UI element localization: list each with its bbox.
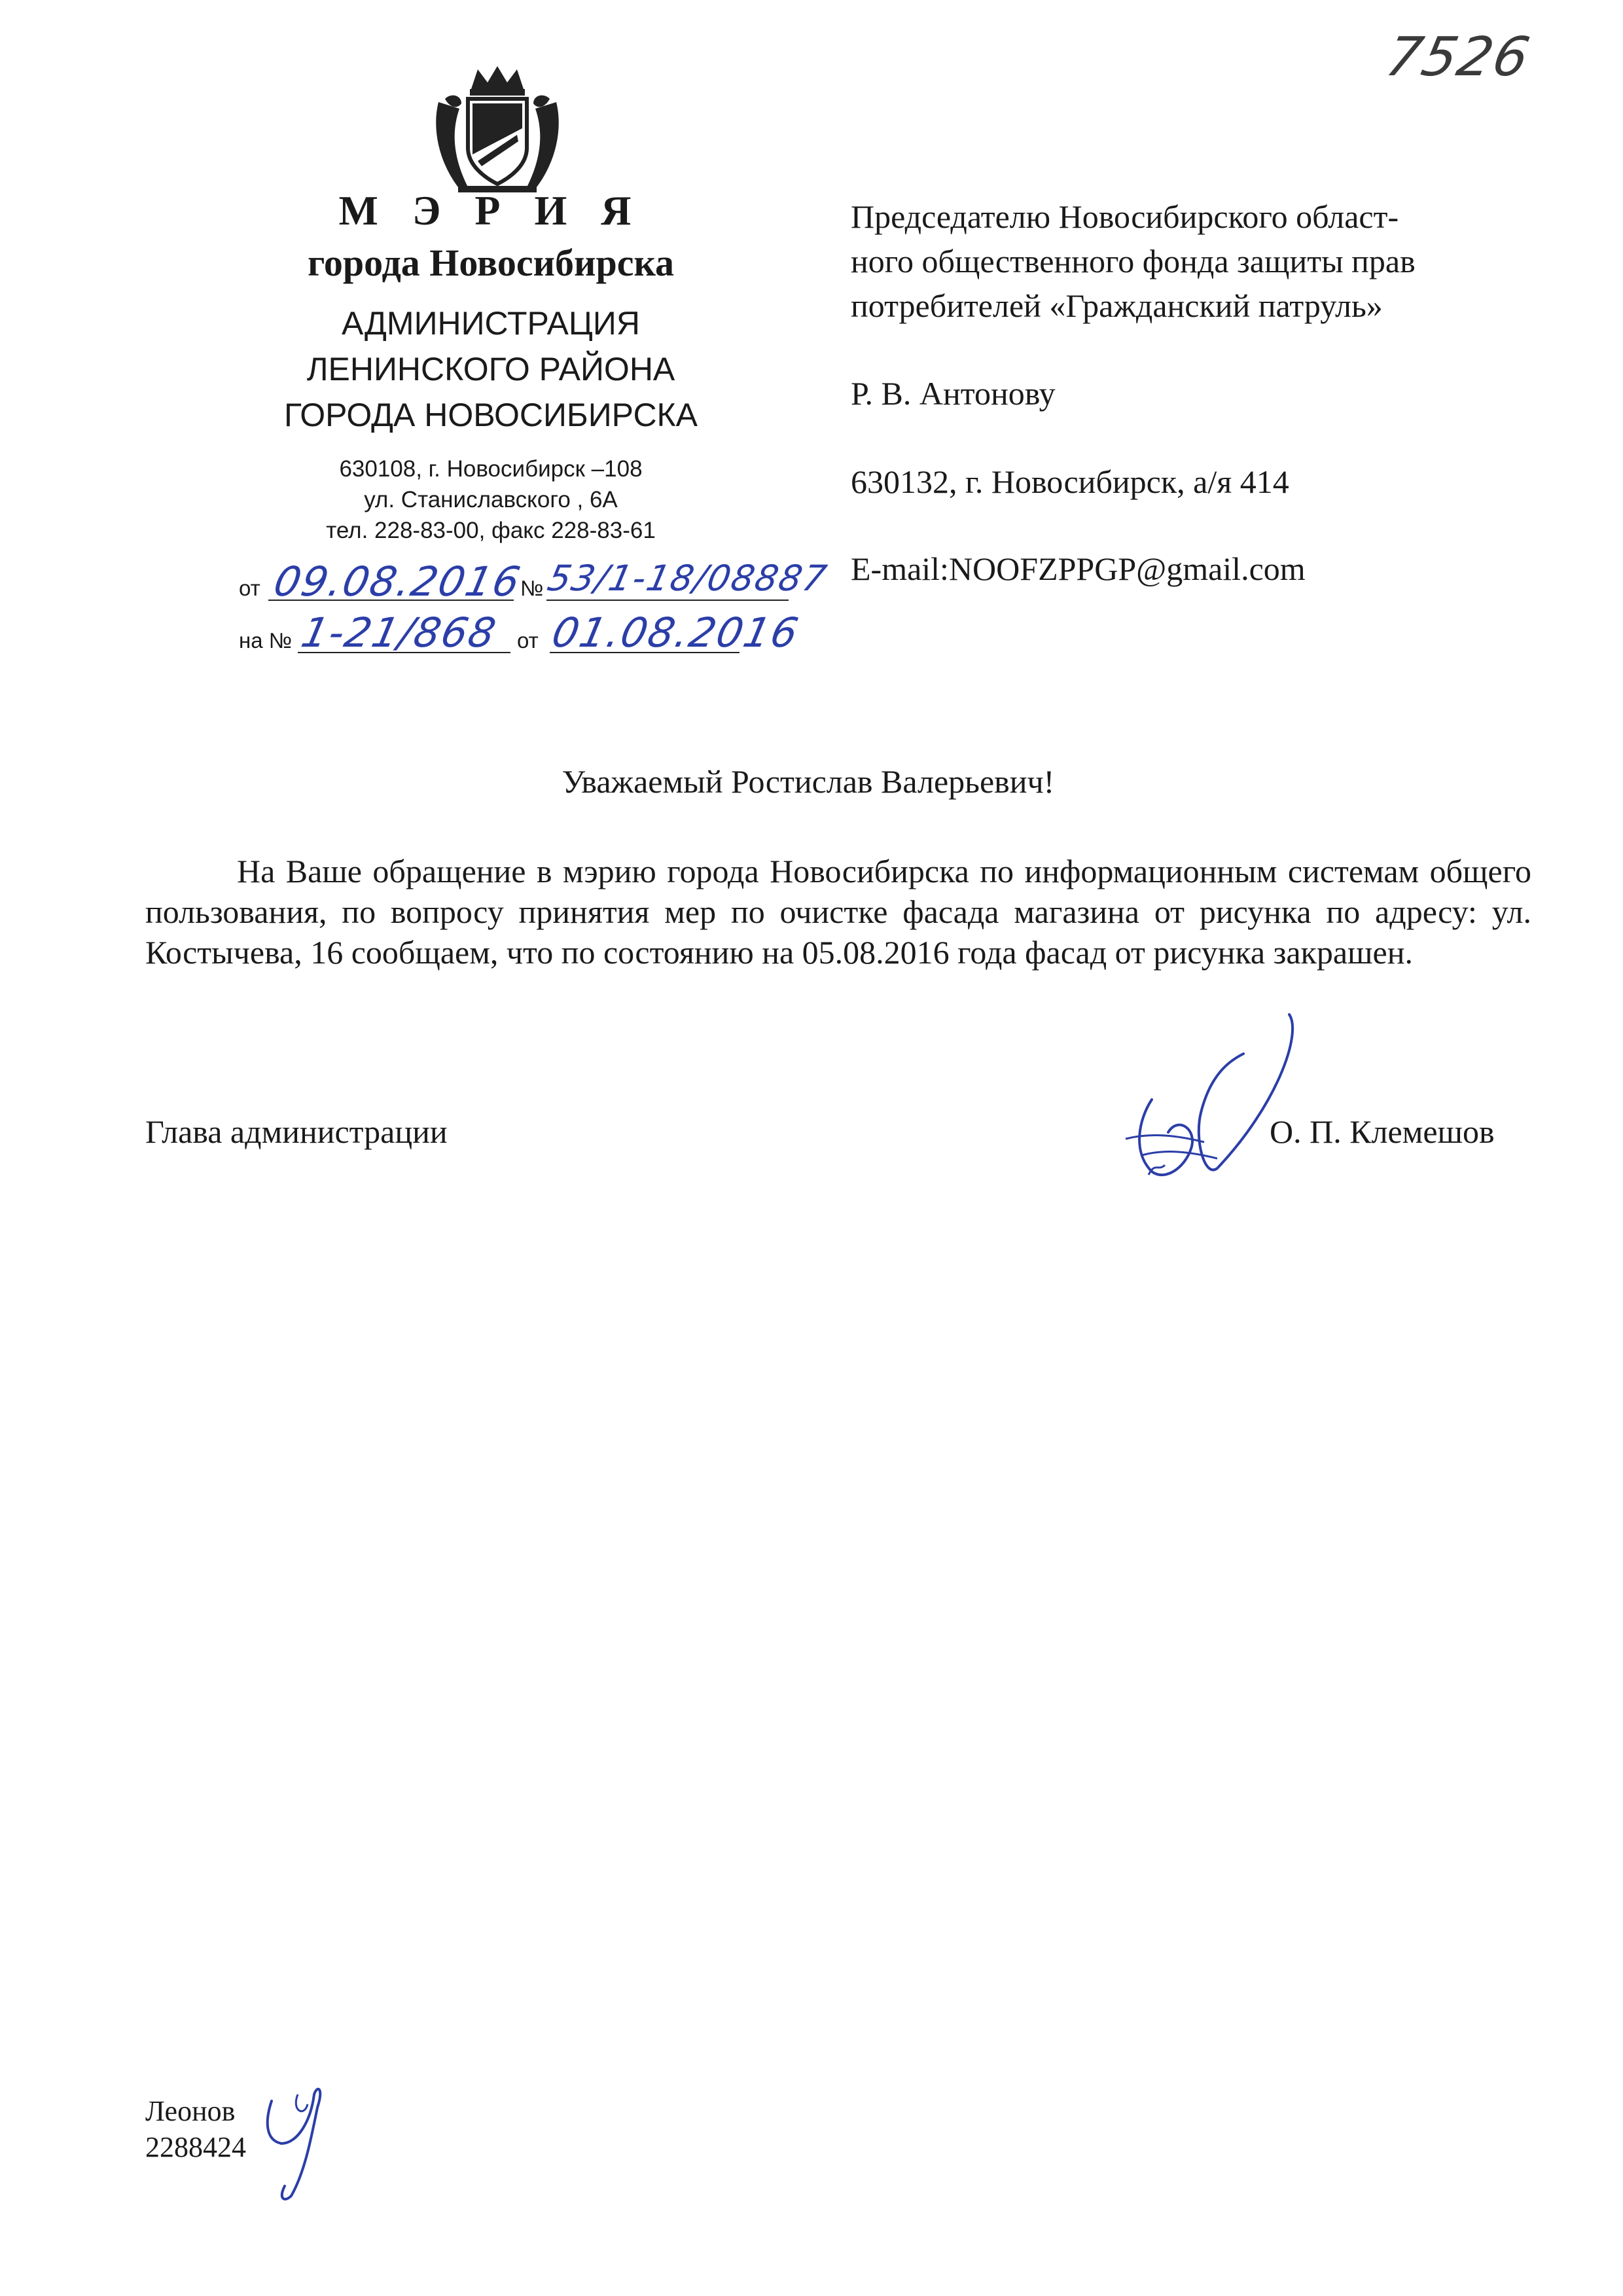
greeting: Уважаемый Ростислав Валерьевич! bbox=[562, 763, 1055, 800]
reg-number-label: № bbox=[520, 576, 544, 600]
executor-name: Леонов bbox=[145, 2095, 236, 2127]
incoming-stamp-number: 7526 bbox=[1380, 26, 1536, 88]
address-line-3: тел. 228-83-00, факс 228-83-61 bbox=[326, 518, 656, 543]
reg-date: 09.08.2016 bbox=[270, 558, 526, 605]
admin-line-3: ГОРОДА НОВОСИБИРСКА bbox=[283, 397, 698, 433]
admin-line-1: АДМИНИСТРАЦИЯ bbox=[342, 305, 640, 342]
coat-of-arms-icon bbox=[432, 63, 563, 197]
reg-ref-label: на № bbox=[239, 628, 293, 653]
org-city: города Новосибирска bbox=[307, 242, 675, 284]
reg-ref-from-label: от bbox=[517, 628, 539, 653]
reg-ref-date: 01.08.2016 bbox=[548, 609, 804, 656]
recipient-address: 630132, г. Новосибирск, а/я 414 bbox=[851, 463, 1289, 500]
admin-line-2: ЛЕНИНСКОГО РАЙОНА bbox=[306, 351, 675, 387]
body-text: На Ваше обращение в мэрию города Новосибирска по информационным системам общего пользования, по вопросу принятия мер по очистке фасада магазина от рисунка по адресу: ул. Костычева, 16 сообщаем, что по состоянию на 05.08.2016 года фасад от рисунка закрашен. bbox=[145, 853, 1531, 971]
recipient-name: Р. В. Антонову bbox=[851, 375, 1056, 412]
recipient-line-1: Председателю Новосибирского област- bbox=[851, 198, 1399, 235]
reg-number-field bbox=[546, 600, 789, 601]
executor-initials-mark-icon bbox=[252, 2081, 344, 2202]
address-line-2: ул. Станиславского , 6А bbox=[364, 487, 618, 512]
recipient-email: E-mail:NOOFZPPGP@gmail.com bbox=[851, 550, 1306, 587]
reg-number: 53/1-18/08887 bbox=[544, 558, 832, 599]
recipient-line-3: потребителей «Гражданский патруль» bbox=[851, 287, 1383, 324]
signature-mark-icon bbox=[1113, 1008, 1309, 1191]
org-title: М Э Р И Я bbox=[338, 187, 643, 234]
recipient-line-2: ного общественного фонда защиты прав bbox=[851, 243, 1416, 279]
reg-ref-number: 1-21/868 bbox=[297, 609, 501, 656]
signature-position: Глава администрации bbox=[145, 1113, 448, 1150]
executor-phone: 2288424 bbox=[145, 2131, 246, 2163]
signature-name: О. П. Клемешов bbox=[1270, 1113, 1495, 1150]
address-line-1: 630108, г. Новосибирск –108 bbox=[339, 456, 643, 482]
reg-from-label: от bbox=[239, 576, 260, 600]
